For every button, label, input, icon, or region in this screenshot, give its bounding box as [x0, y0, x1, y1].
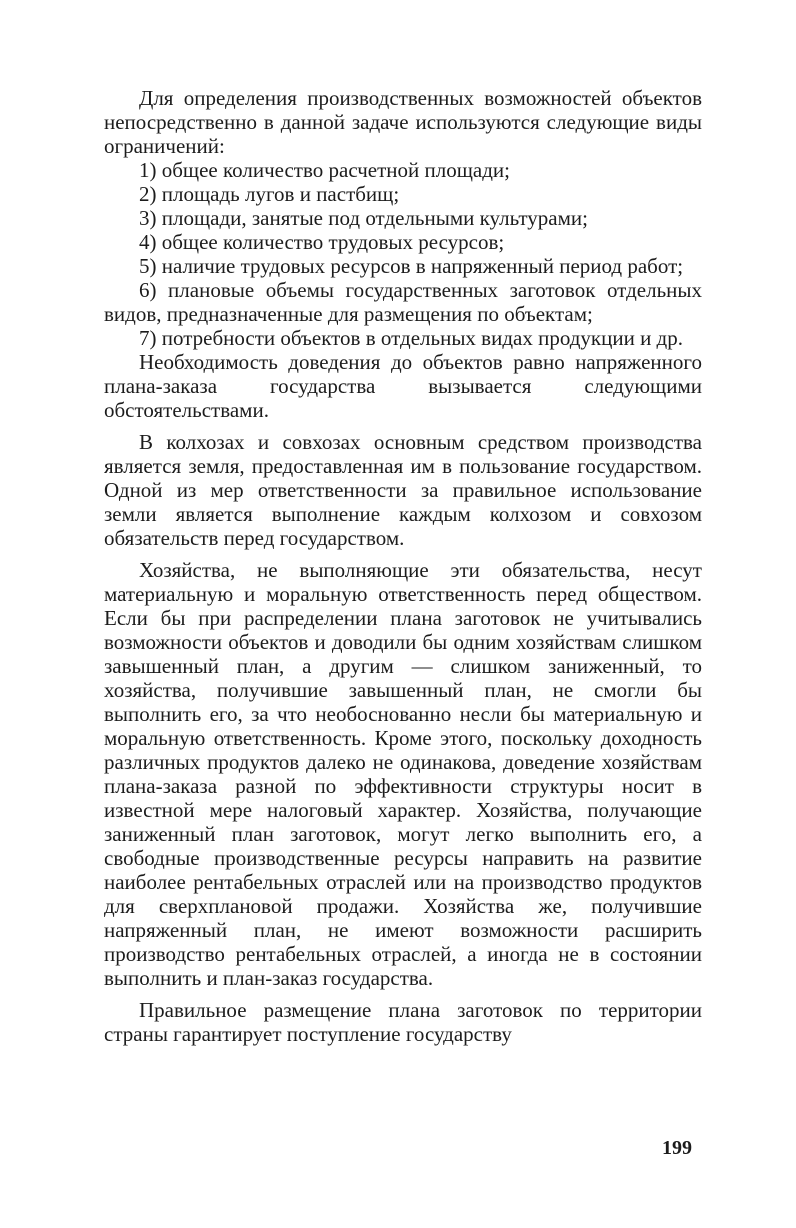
intro-paragraph: Для определения производственных возможностей объектов непосредственно в данной задаче используются следующие виды ограничений: — [104, 86, 702, 158]
book-page — [104, 86, 702, 1046]
constraints-list — [104, 158, 702, 350]
list-item: 4) общее количество трудовых ресурсов; — [139, 230, 505, 254]
list-item: 5) наличие трудовых ресурсов в напряженный период работ; — [139, 254, 684, 278]
page-number: 199 — [662, 1137, 692, 1159]
list-item: 6) плановые объемы государственных заготовок отдельных видов, предназначенные для размещения по объектам; — [104, 278, 702, 326]
list-item: 3) площади, занятые под отдельными культурами; — [139, 206, 588, 230]
list-item: 1) общее количество расчетной площади; — [139, 158, 510, 182]
list-item: 2) площадь лугов и пастбищ; — [139, 182, 400, 206]
body-paragraph: Правильное размещение плана заготовок по территории страны гарантирует поступление государству — [104, 998, 702, 1046]
body-paragraph: В колхозах и совхозах основным средством производства является земля, предоставленная им в пользование государством. Одной из мер ответственности за правильное использование земли является выполнение каждым колхозом и совхозом обязательств перед государством. — [104, 430, 702, 550]
body-paragraph: Необходимость доведения до объектов равно напряженного плана-заказа государства вызывается следующими обстоятельствами. — [104, 350, 702, 422]
body-paragraph: Хозяйства, не выполняющие эти обязательства, несут материальную и моральную ответственность перед обществом. Если бы при распределении плана заготовок не учитывались возможности объектов и доводили бы одним хозяйствам слишком завышенный план, а другим — слишком заниженный, то хозяйства, получившие завышенный план, не смогли бы выполнить его, за что необоснованно несли бы материальную и моральную ответственность. Кроме этого, поскольку доходность различных продуктов далеко не одинакова, доведение хозяйствам плана-заказа разной по эффективности структуры носит в известной мере налоговый характер. Хозяйства, получающие заниженный план заготовок, могут легко выполнить его, а свободные производственные ресурсы направить на развитие наиболее рентабельных отраслей или на производство продуктов для сверхплановой продажи. Хозяйства же, получившие напряженный план, не имеют возможности расширить производство рентабельных отраслей, а иногда не в состоянии выполнить и план-заказ государства. — [104, 558, 702, 990]
list-item: 7) потребности объектов в отдельных видах продукции и др. — [139, 326, 683, 350]
